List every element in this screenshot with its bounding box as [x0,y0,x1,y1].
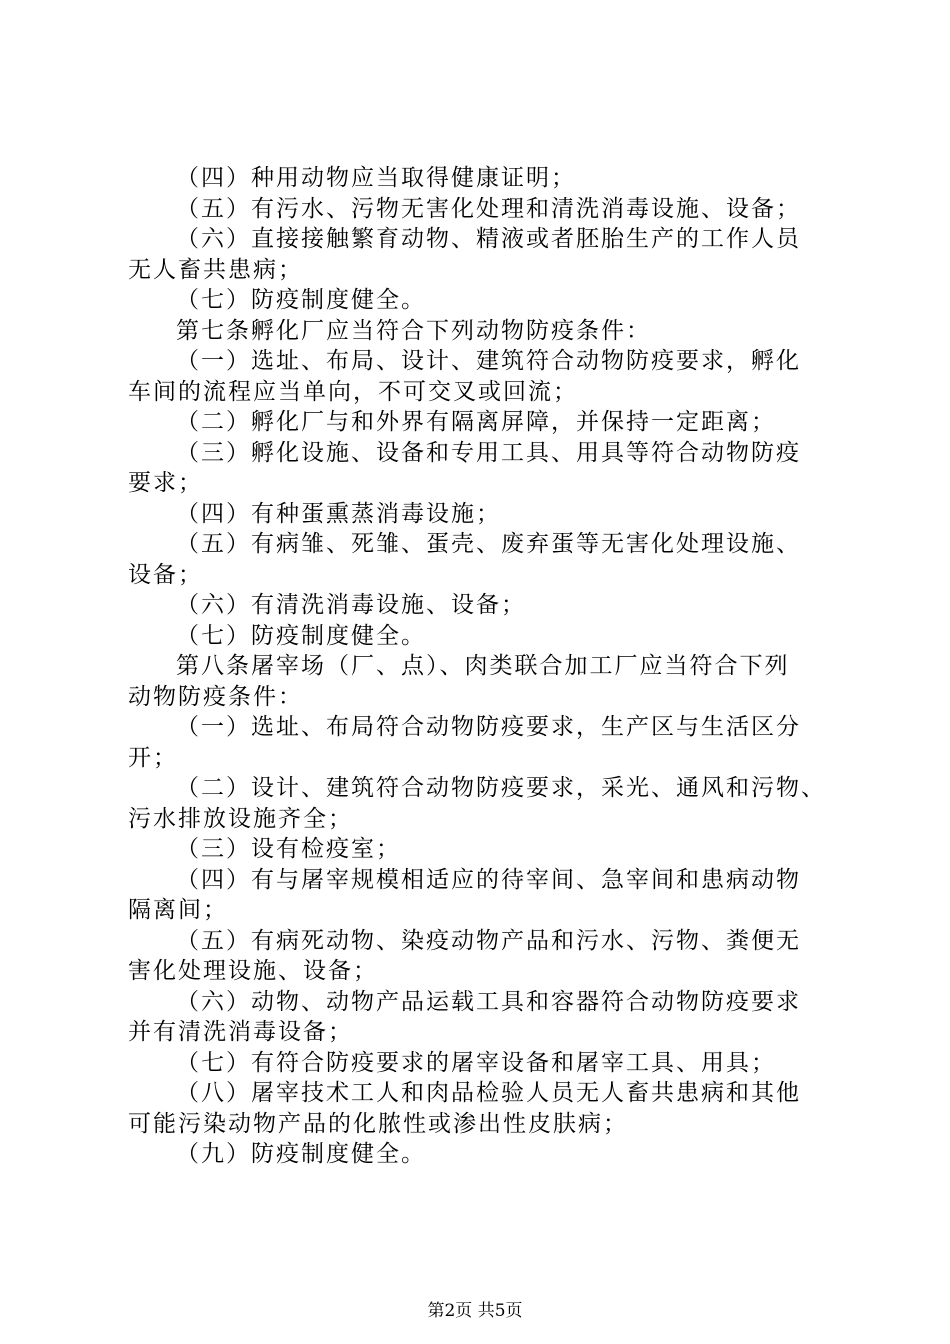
text-line: （六）动物、动物产品运载工具和容器符合动物防疫要求 [176,989,801,1015]
text-line: 可能污染动物产品的化脓性或渗出性皮肤病； [128,1111,628,1137]
text-line: （五）有病死动物、染疫动物产品和污水、污物、粪便无 [176,928,801,954]
page-footer: 第2页 共5页 [427,1301,523,1321]
text-line: 并有清洗消毒设备； [128,1019,353,1045]
text-line: 第八条屠宰场（厂、点）、肉类联合加工厂应当符合下列 [176,653,790,679]
text-line: （七）防疫制度健全。 [176,623,426,649]
text-line: 无人畜共患病； [128,257,303,283]
text-line: 车间的流程应当单向，不可交叉或回流； [128,379,578,405]
text-line: （二）孵化厂与和外界有隔离屏障，并保持一定距离； [176,409,776,435]
text-line: （二）设计、建筑符合动物防疫要求，采光、通风和污物、 [176,775,826,801]
text-line: （一）选址、布局符合动物防疫要求，生产区与生活区分 [176,714,801,740]
text-line: 要求； [128,470,203,496]
text-line: 隔离间； [128,897,228,923]
text-line: （七）防疫制度健全。 [176,287,426,313]
text-line: （六）有清洗消毒设施、设备； [176,592,526,618]
text-line: 第七条孵化厂应当符合下列动物防疫条件： [176,318,651,344]
text-line: （五）有污水、污物无害化处理和清洗消毒设施、设备； [176,196,801,222]
text-line: 污水排放设施齐全； [128,806,353,832]
text-line: （三）设有检疫室； [176,836,401,862]
text-line: （三）孵化设施、设备和专用工具、用具等符合动物防疫 [176,440,801,466]
text-line: （八）屠宰技术工人和肉品检验人员无人畜共患病和其他 [176,1080,801,1106]
text-line: （四）种用动物应当取得健康证明； [176,165,576,191]
text-line: 开； [128,745,178,771]
text-line: （四）有与屠宰规模相适应的待宰间、急宰间和患病动物 [176,867,801,893]
text-line: 设备； [128,562,203,588]
text-line: （一）选址、布局、设计、建筑符合动物防疫要求，孵化 [176,348,801,374]
text-line: 动物防疫条件： [128,684,303,710]
text-line: （四）有种蛋熏蒸消毒设施； [176,501,501,527]
text-line: （五）有病雏、死雏、蛋壳、废弃蛋等无害化处理设施、 [176,531,801,557]
text-line: （六）直接接触繁育动物、精液或者胚胎生产的工作人员 [176,226,801,252]
text-line: 害化处理设施、设备； [128,958,378,984]
text-line: （七）有符合防疫要求的屠宰设备和屠宰工具、用具； [176,1050,776,1076]
text-line: （九）防疫制度健全。 [176,1141,426,1167]
